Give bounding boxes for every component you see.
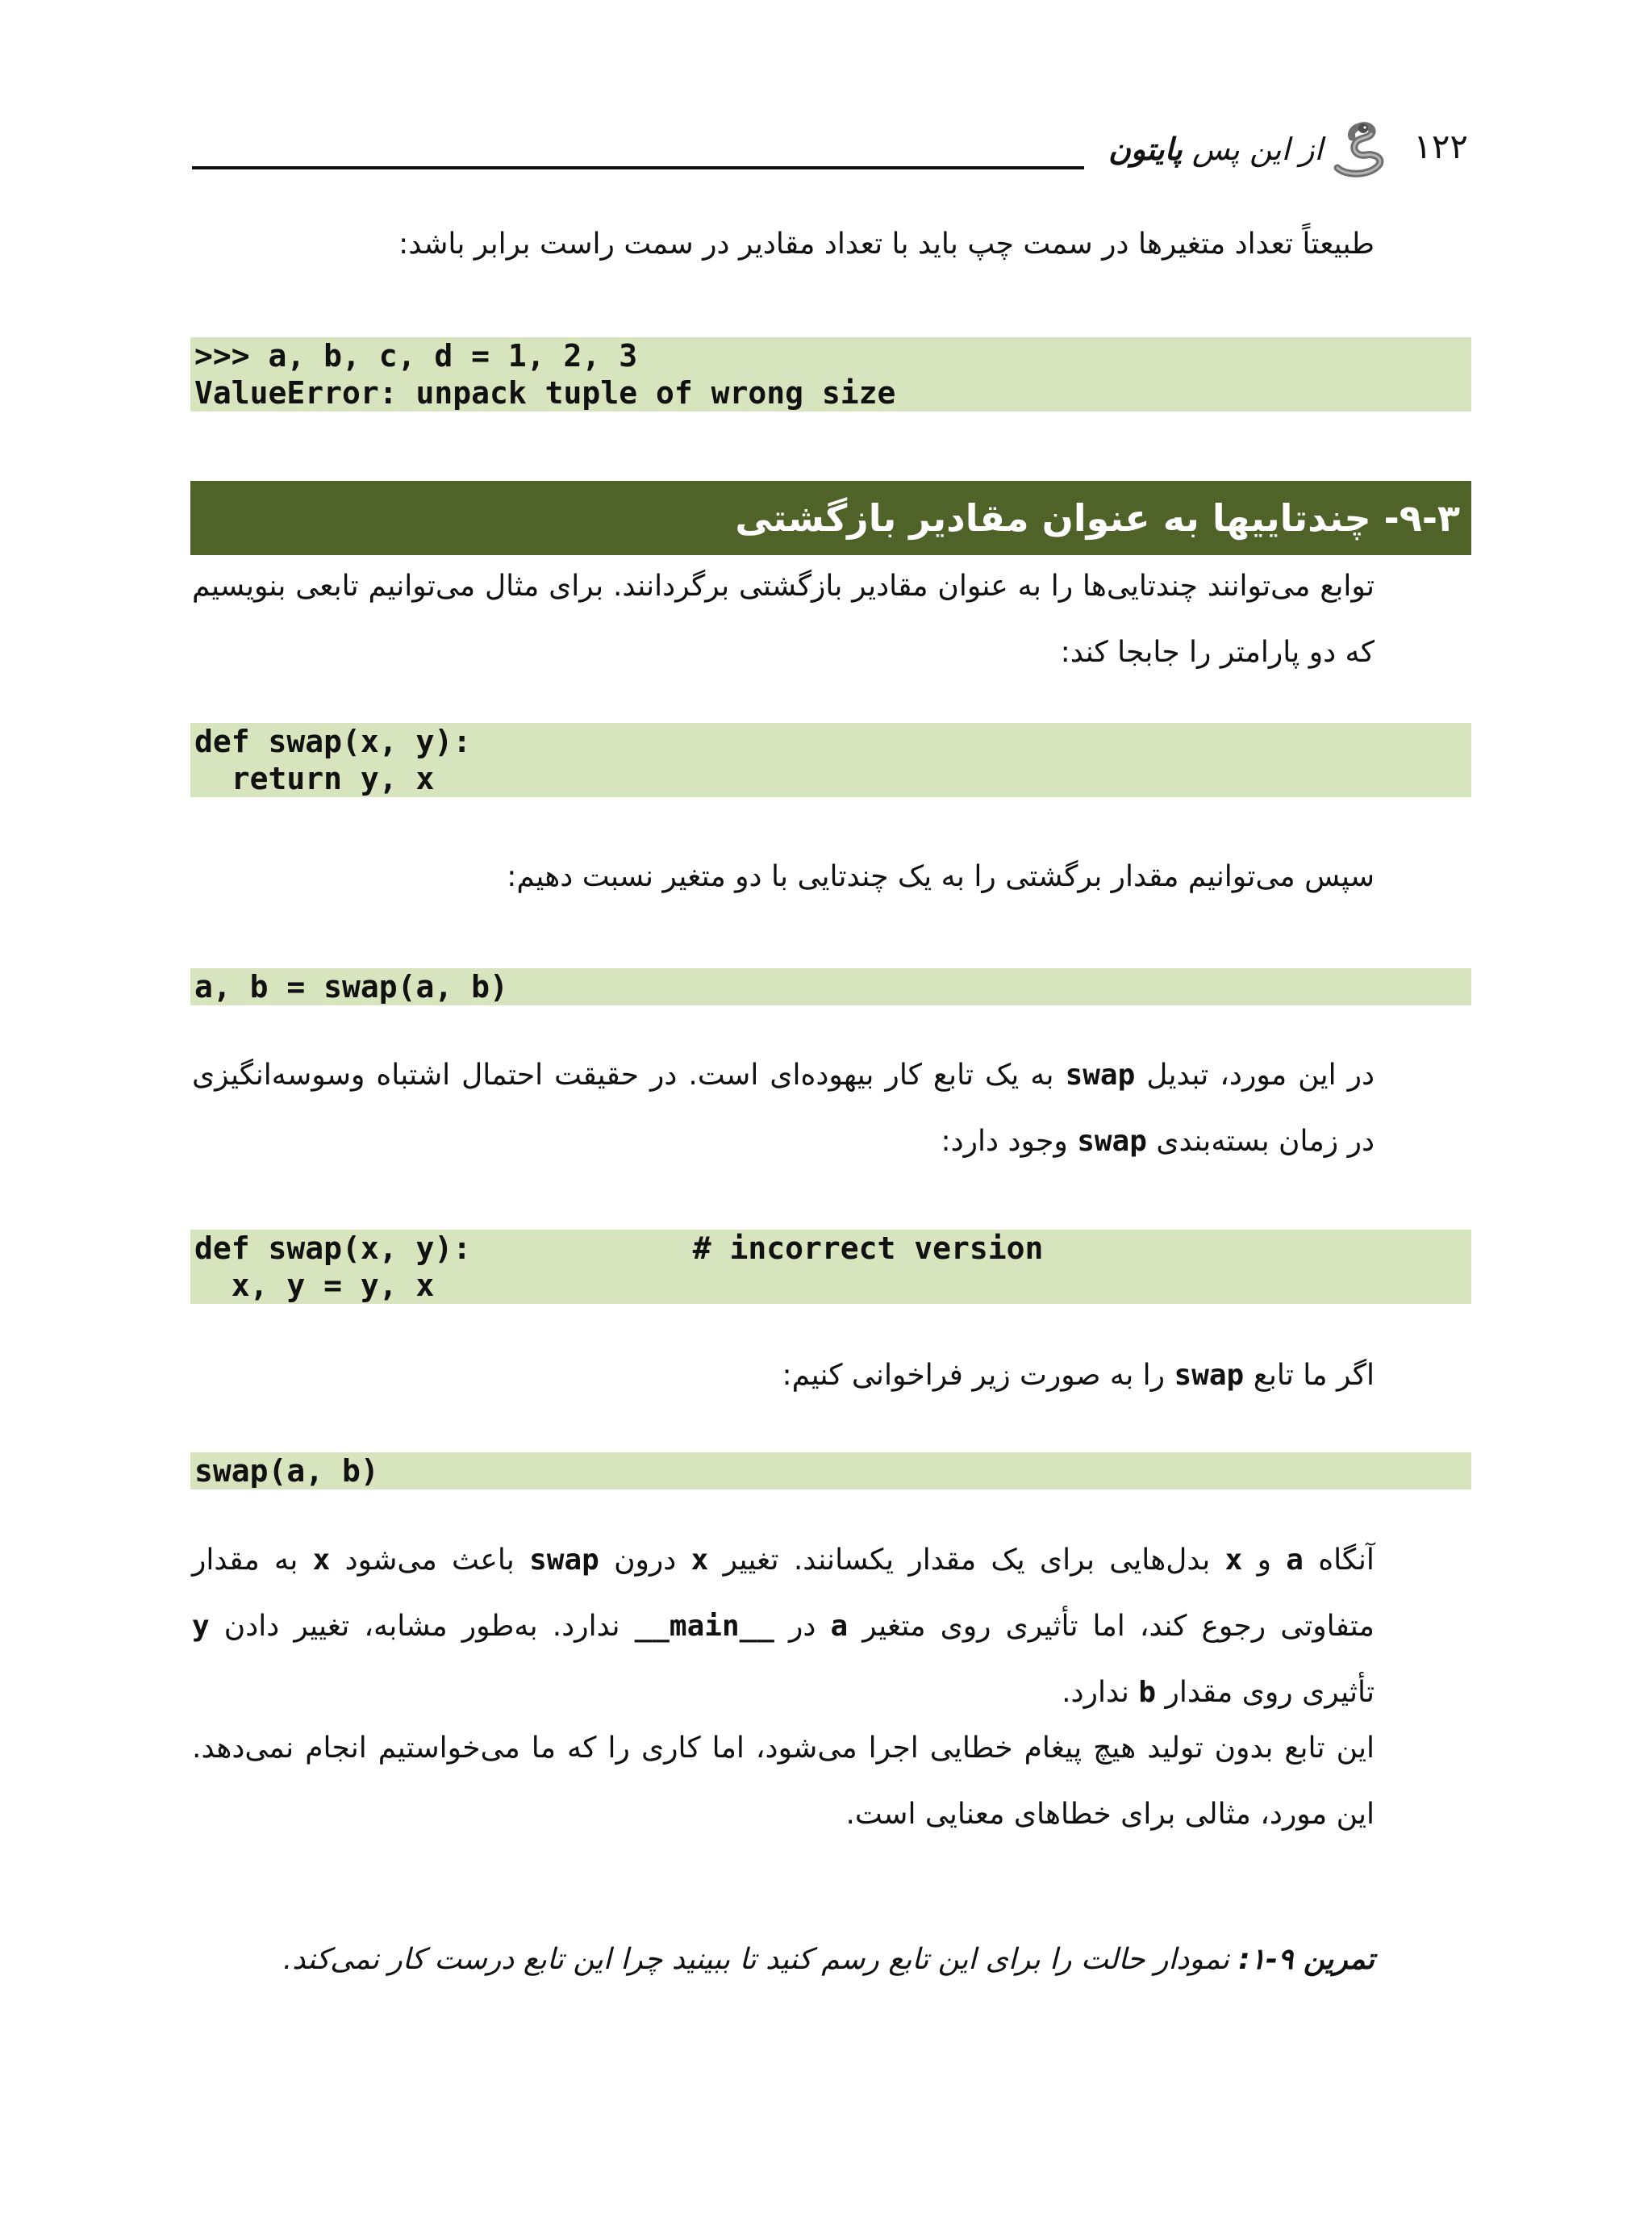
code-block-swap-call [190, 968, 1471, 1005]
section-title: ۹-۳- چندتاییها به عنوان مقادیر بازگشتی [735, 496, 1460, 540]
code-line: ValueError: unpack tuple of wrong size [194, 375, 896, 411]
paragraph-aliases-explanation: آنگاه a و x بدل‌هایی برای یک مقدار یکسانند. تغییر x درون swap باعث می‌شود x به مقدار متفاوتی رجوع کند، اما تأثیری روی متغیر a در __main__ ندارد. به‌طور مشابه، تغییر دادن y تأثیری روی مقدار b ندارد. [192, 1544, 1375, 1709]
header-rule [192, 166, 1084, 169]
code-line: x, y = y, x [194, 1268, 435, 1303]
code-line: def swap(x, y): # incorrect version [194, 1230, 1044, 1266]
code-block-swap-ab [190, 1452, 1471, 1489]
section-heading [190, 481, 1471, 555]
book-title: از این پس پایتون [1108, 132, 1323, 167]
running-title [1108, 121, 1389, 178]
paragraph-tuples-return: توابع می‌توانند چندتایی‌ها را به عنوان مقادیر بازگشتی برگردانند. برای مثال می‌توانیم تابعی بنویسیم که دو پارامتر را جابجا کند: [192, 570, 1375, 669]
exercise-label: تمرین ۹-۱: [1238, 1943, 1375, 1976]
code-block-swap-def [190, 723, 1471, 797]
paragraph-wrapping-mistake: در این مورد، تبدیل swap به یک تابع کار بیهوده‌ای است. در حقیقت احتمال اشتباه وسوسه‌انگیزی در زمان بسته‌بندی swap وجود دارد: [192, 1059, 1375, 1158]
exercise-block [192, 1898, 1375, 2022]
code-line: swap(a, b) [194, 1453, 379, 1489]
page-number: ۱۲۲ [1413, 127, 1468, 166]
paragraph-call-swap: اگر ما تابع swap را به صورت زیر فراخوانی کنیم: [782, 1359, 1375, 1392]
paragraph-assign-tuple: سپس می‌توانیم مقدار برگشتی را به یک چندتایی با دو متغیر نسبت دهیم: [507, 860, 1375, 893]
code-line: def swap(x, y): [194, 724, 472, 759]
intro-paragraph: طبیعتاً تعداد متغیرها در سمت چپ باید با تعداد مقادیر در سمت راست برابر باشد: [398, 228, 1375, 261]
code-line: >>> a, b, c, d = 1, 2, 3 [194, 338, 638, 374]
python-snake-icon [1331, 121, 1389, 178]
code-block-unpack-error [190, 337, 1471, 411]
page-header [192, 121, 1468, 178]
code-line: return y, x [194, 761, 435, 796]
paragraph-semantic-error: این تابع بدون تولید هیچ پیغام خطایی اجرا می‌شود، اما کاری را که ما می‌خواستیم انجام نمی‌دهد. این مورد، مثالی برای خطاهای معنایی است. [192, 1732, 1375, 1831]
exercise-text: نمودار حالت را برای این تابع رسم کنید تا ببینید چرا این تابع درست کار نمی‌کند. [282, 1943, 1229, 1976]
code-block-incorrect-swap [190, 1230, 1471, 1304]
code-line: a, b = swap(a, b) [194, 969, 508, 1005]
